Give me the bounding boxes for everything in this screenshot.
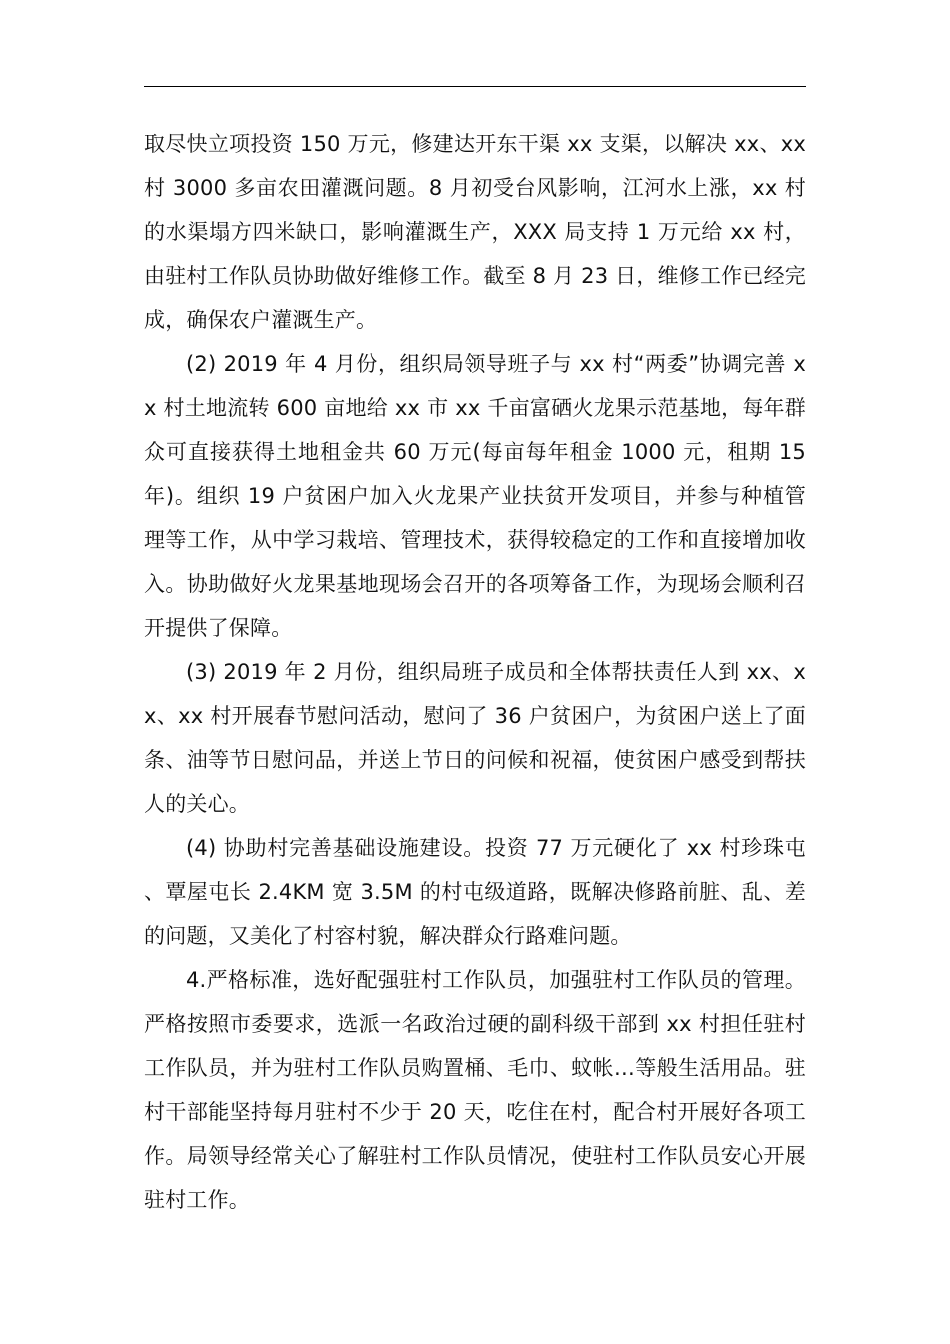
paragraph-item-4: (4) 协助村完善基础设施建设。投资 77 万元硬化了 xx 村珍珠屯、覃屋屯长 2.4KM 宽 3.5M 的村屯级道路，既解决修路前脏、乱、差的问题，又美化了村容村貌，解决群众行路难问题。 (144, 836, 806, 948)
paragraph-item-2: (2) 2019 年 4 月份，组织局领导班子与 xx 村“两委”协调完善 xx 村土地流转 600 亩地给 xx 市 xx 千亩富硒火龙果示范基地，每年群众可直接获得土地租金共 60 万元(每亩每年租金 1000 元，租期 15 年)。组织 19 户贫困户加入火龙果产业扶贫开发项目，并参与种植管理等工作，从中学习栽培、管理技术，获得较稳定的工作和直接增加收入。协助做好火龙果基地现场会召开的各项筹备工作，为现场会顺利召开提供了保障。 (144, 352, 806, 640)
paragraph-continuation: 取尽快立项投资 150 万元，修建达开东干渠 xx 支渠，以解决 xx、xx 村 3000 多亩农田灌溉问题。8 月初受台风影响，江河水上涨，xx 村的水渠塌方四米缺口，影响灌溉生产，XXX 局支持 1 万元给 xx 村，由驻村工作队员协助做好维修工作。截至 8 月 23 日，维修工作已经完成，确保农户灌溉生产。 (144, 132, 806, 332)
document-body (144, 122, 806, 1222)
header-rule (144, 86, 806, 87)
paragraph-item-3: (3) 2019 年 2 月份，组织局班子成员和全体帮扶责任人到 xx、xx、xx 村开展春节慰问活动，慰问了 36 户贫困户，为贫困户送上了面条、油等节日慰问品，并送上节日的问候和祝福，使贫困户感受到帮扶人的关心。 (144, 660, 806, 816)
paragraph-section-4: 4.严格标准，选好配强驻村工作队员，加强驻村工作队员的管理。严格按照市委要求，选派一名政治过硬的副科级干部到 xx 村担任驻村工作队员，并为驻村工作队员购置桶、毛巾、蚊帐…等般生活用品。驻村干部能坚持每月驻村不少于 20 天，吃住在村，配合村开展好各项工作。局领导经常关心了解驻村工作队员情况，使驻村工作队员安心开展驻村工作。 (144, 968, 806, 1212)
